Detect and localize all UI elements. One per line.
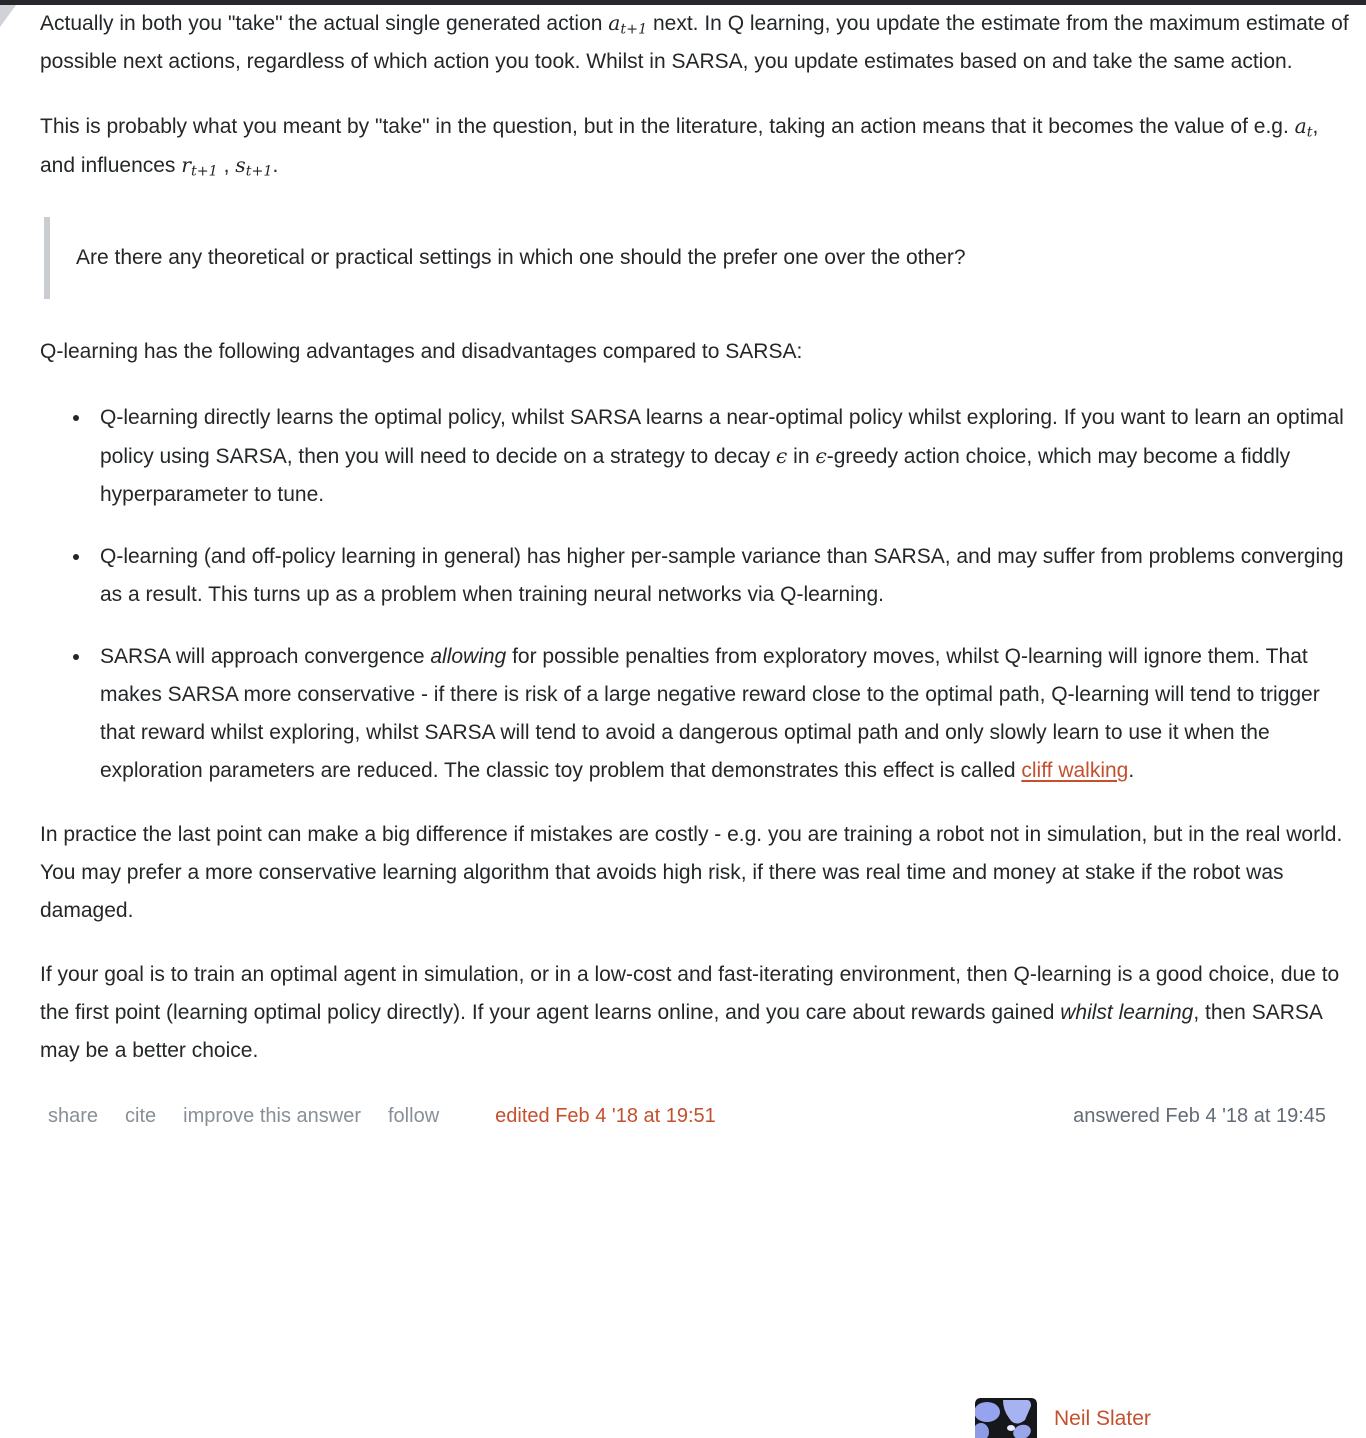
text-run: , and influences — [40, 115, 1319, 177]
list-item — [92, 538, 1354, 614]
text-run: for possible penalties from exploratory moves, whilst Q-learning will ignore them. That makes SARSA more conservative - if there is risk of a large negative reward close to the optimal path, Q-learning will tend to trigger that reward whilst exploring, whilst SARSA will tend to avoid a dangerous optimal path and only slowly learn to use it when the exploration parameters are reduced. The classic toy problem that demonstrates this effect is called — [100, 645, 1320, 782]
list-item — [92, 638, 1354, 790]
answered-timestamp: answered Feb 4 '18 at 19:45 — [1073, 1105, 1326, 1127]
italic-text: whilst learning — [1060, 1001, 1194, 1024]
text-run: If your goal is to train an optimal agent in simulation, or in a low-cost and fast-iterating environment, then Q-learning is a good choice, due to the first point (learning optimal policy directly). If your agent learns online, and you care about rewards gained — [40, 963, 1340, 1024]
share-link[interactable]: share — [48, 1105, 99, 1127]
follow-link[interactable]: follow — [388, 1105, 440, 1127]
text-run: . — [1128, 759, 1135, 782]
user-name-link[interactable]: Neil Slater — [1054, 1407, 1151, 1430]
math-text: $a_t$ — [1294, 114, 1313, 141]
action-links — [48, 1104, 439, 1128]
text-run: in — [787, 445, 816, 468]
math-subscript: t — [1306, 124, 1313, 141]
text-run: , then SARSA may be a better choice. — [40, 1001, 1322, 1062]
answer-paragraph-3 — [40, 816, 1354, 930]
math-text: $r_{t+1}$ — [181, 153, 218, 180]
italic-text: allowing — [430, 645, 507, 668]
text-run: next. In Q learning, you update the estimate from the maximum estimate of possible next actions, regardless of which action you took. Whilst in SARSA, you update estimates based on and take the same action. — [40, 12, 1349, 73]
list-item — [92, 399, 1354, 514]
text-run: -greedy action choice, which may become a fiddly hyperparameter to tune. — [100, 445, 1291, 506]
math-subscript: t+1 — [245, 163, 273, 180]
math-subscript: t+1 — [620, 21, 648, 38]
blockquote-text: Are there any theoretical or practical settings in which one should the prefer one over the other? — [76, 246, 966, 269]
answer-paragraph-2 — [40, 107, 1354, 185]
text-run: SARSA will approach convergence — [100, 645, 431, 668]
advantages-list — [40, 399, 1354, 790]
text-run: Q-learning directly learns the optimal policy, whilst SARSA learns a near-optimal policy whilst exploring. If you want to learn an optimal policy using SARSA, then you will need to decide on a strategy to decay — [100, 406, 1344, 468]
text-run: , — [217, 154, 236, 177]
math-text: $a_{t+1}$ — [608, 11, 648, 38]
list-intro-paragraph: Q-learning has the following advantages and disadvantages compared to SARSA: — [40, 340, 803, 363]
user-card — [975, 1398, 1151, 1438]
answer-paragraph-1 — [40, 4, 1354, 81]
corner-wedge-decoration — [0, 5, 16, 27]
math-text: $s_{t+1}$ — [235, 153, 273, 180]
cliff-walking-link[interactable]: cliff walking — [1021, 759, 1129, 782]
text-run: . — [272, 154, 279, 177]
text-run: Q-learning (and off-policy learning in general) has higher per-sample variance than SARSA, and may suffer from problems converging as a result. This turns up as a problem when training neural networks via Q-learning. — [100, 545, 1344, 606]
answer-paragraph-4 — [40, 956, 1354, 1070]
math-subscript: t+1 — [191, 163, 218, 180]
text-run: This is probably what you meant by "take" in the question, but in the literature, taking an action means that it becomes the value of e.g. — [40, 115, 1295, 138]
cite-link[interactable]: cite — [125, 1105, 157, 1127]
top-edge-bar — [0, 0, 1366, 5]
text-run: Actually in both you "take" the actual single generated action — [40, 12, 609, 35]
math-text: ϵ — [815, 444, 827, 468]
text-run: In practice the last point can make a big difference if mistakes are costly - e.g. you are training a robot not in simulation, but in the real world. You may prefer a more conservative learning algorithm that avoids high risk, if there was real time and money at stake if the robot was damaged. — [40, 823, 1343, 922]
improve-answer-link[interactable]: improve this answer — [183, 1105, 361, 1127]
user-avatar[interactable] — [975, 1398, 1037, 1438]
edited-timestamp-link[interactable]: edited Feb 4 '18 at 19:51 — [495, 1105, 716, 1127]
answer-footer — [48, 1104, 1366, 1128]
math-text: ϵ — [775, 444, 788, 468]
question-blockquote — [44, 217, 1354, 299]
